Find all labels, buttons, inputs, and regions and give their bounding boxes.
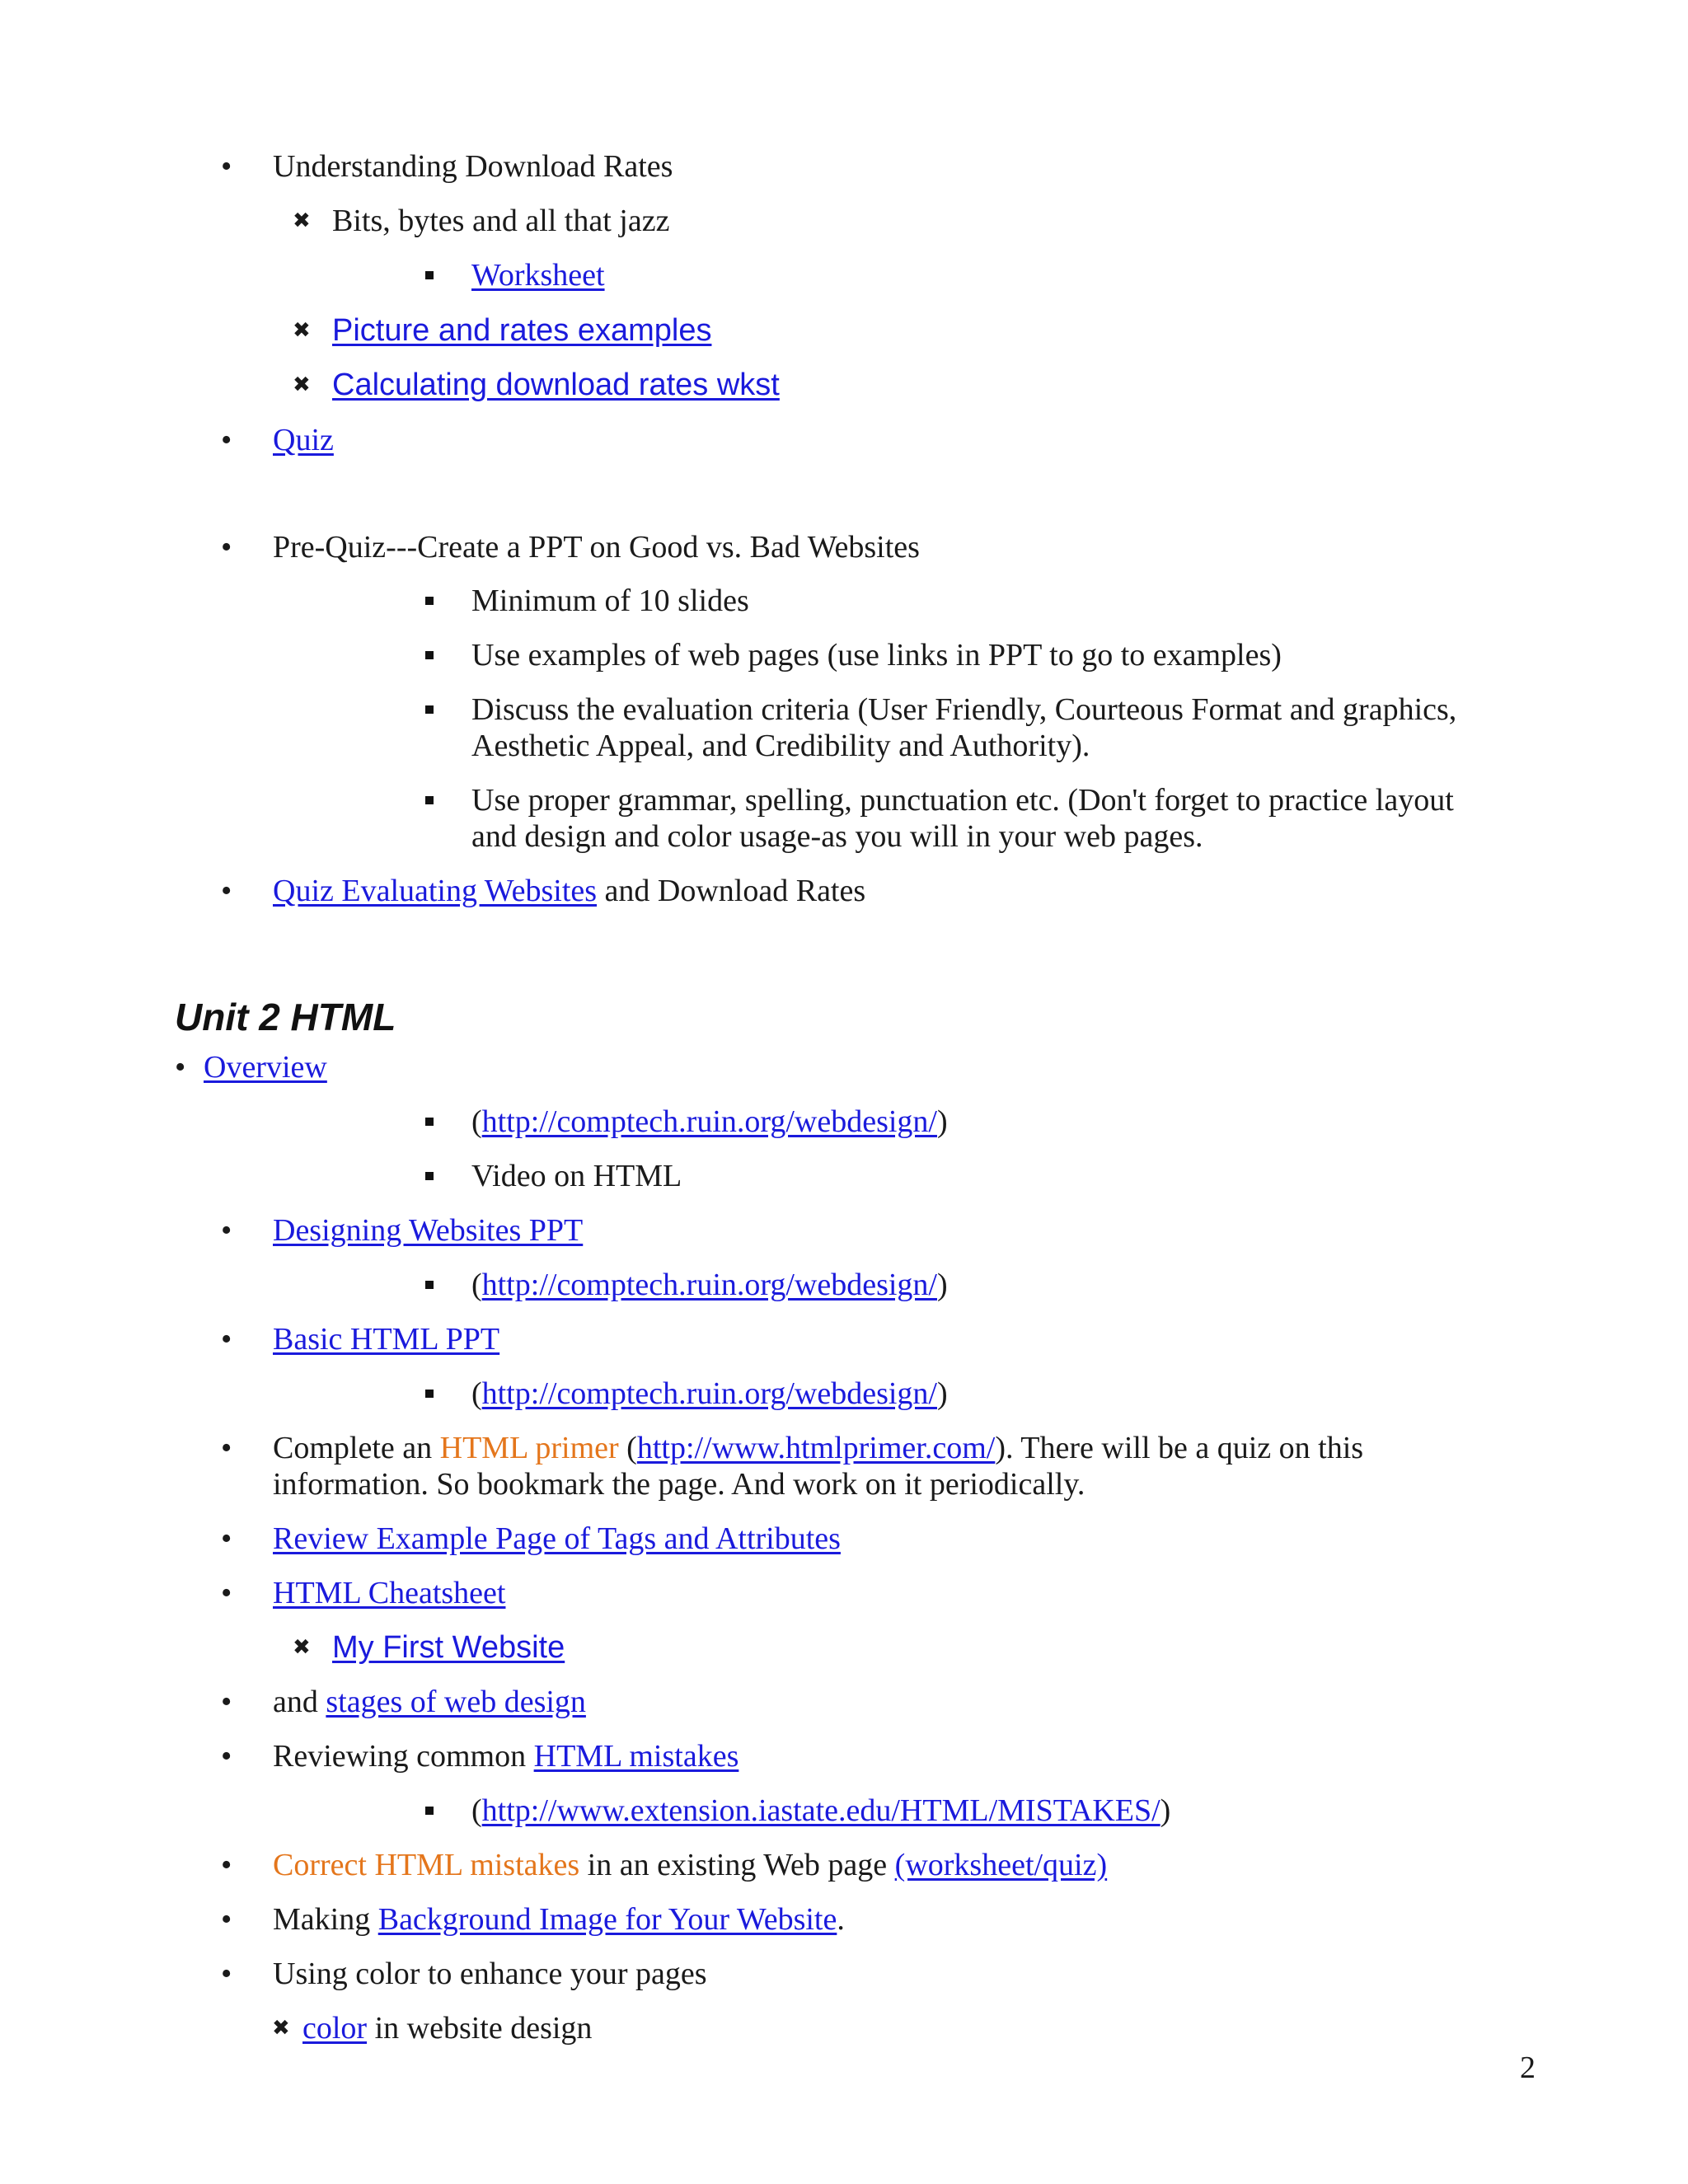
square-bullet [425,1118,434,1126]
square-bullet [425,1390,434,1398]
primer-url-link[interactable]: http://www.htmlprimer.com/ [636,1431,996,1465]
primer-open: ( [618,1431,637,1465]
x-bullet-icon: ✖ [272,2016,290,2041]
and-text: and [273,1685,326,1719]
period-text: . [837,1902,845,1937]
bullet-dot: • [221,1957,232,1991]
item-cheatsheet-row [273,1575,505,1611]
correct-mistakes-text: Correct HTML mistakes [273,1848,580,1882]
stages-link[interactable]: stages of web design [326,1685,586,1719]
square-bullet [425,597,434,605]
item-worksheet-row [471,257,605,293]
complete-an-text: Complete an [273,1431,440,1465]
x-bullet-icon: ✖ [293,209,311,233]
background-image-link[interactable]: Background Image for Your Website [377,1902,837,1937]
square-bullet [425,705,434,714]
square-bullet [425,796,434,804]
close-paren: ) [936,1268,948,1302]
first-website-link[interactable]: My First Website [332,1630,565,1665]
overview-link[interactable]: Overview [204,1050,327,1085]
making-text: Making [273,1902,378,1937]
bullet-dot: • [221,149,232,184]
close-paren: ) [936,1104,948,1139]
bullet-dot: • [221,1431,232,1465]
square-bullet [425,1807,434,1815]
item-grammar-line1: Use proper grammar, spelling, punctuation etc. (Don't forget to practice layout [471,783,1454,818]
bullet-dot: • [175,1050,186,1085]
close-paren: ) [936,1376,948,1411]
item-stages-row [273,1684,586,1720]
cheatsheet-link[interactable]: HTML Cheatsheet [273,1576,506,1610]
item-color-row [302,2010,592,2046]
bullet-dot: • [221,1902,232,1937]
html-mistakes-link[interactable]: HTML mistakes [533,1739,739,1774]
square-bullet [425,1172,434,1180]
item-discuss-line2: Aesthetic Appeal, and Credibility and Authority). [471,729,1090,763]
worksheet-quiz-link[interactable]: (worksheet/quiz) [894,1848,1108,1882]
primer-rest: ). There will be a quiz on this [995,1431,1364,1465]
html-primer-text: HTML primer [439,1431,619,1465]
item-mistakes-url-row [471,1793,1170,1829]
item-picture-rates-row [332,312,711,349]
item-use-examples: Use examples of web pages (use links in PPT to go to examples) [471,638,1282,673]
square-bullet [425,651,434,659]
item-pre-quiz: Pre-Quiz---Create a PPT on Good vs. Bad Websites [273,530,920,565]
item-primer-line1 [273,1430,1363,1466]
item-quiz-eval-row [273,873,865,909]
page-number: 2 [1520,2050,1536,2085]
existing-page-text: in an existing Web page [579,1848,895,1882]
bullet-dot: • [221,1739,232,1774]
webdesign-url-link-2[interactable]: http://comptech.ruin.org/webdesign/ [481,1268,937,1302]
picture-rates-link[interactable]: Picture and rates examples [332,313,712,348]
item-url-row-2 [471,1267,948,1303]
item-primer-line2: information. So bookmark the page. And work on it periodically. [273,1467,1085,1502]
open-paren: ( [471,1268,482,1302]
bullet-dot: • [221,1848,232,1882]
item-overview-row [204,1049,327,1085]
bullet-dot: • [221,1521,232,1556]
open-paren: ( [471,1104,482,1139]
item-calc-rates-row [332,367,780,403]
worksheet-link[interactable]: Worksheet [471,258,605,293]
webdesign-url-link-1[interactable]: http://comptech.ruin.org/webdesign/ [481,1104,937,1139]
x-bullet-icon: ✖ [293,318,311,343]
close-paren: ) [1160,1793,1171,1828]
open-paren: ( [471,1376,482,1411]
item-min-slides: Minimum of 10 slides [471,583,749,618]
item-basic-html-row [273,1321,499,1357]
quiz-link[interactable]: Quiz [273,423,334,457]
item-url-row-1 [471,1104,948,1140]
quiz-eval-rest: and Download Rates [597,874,866,908]
bullet-dot: • [221,1213,232,1248]
item-url-row-3 [471,1376,948,1412]
item-background-row [273,1901,845,1938]
item-grammar-line2: and design and color usage-as you will in your web pages. [471,819,1203,854]
item-review-row [273,1521,841,1557]
item-quiz-row [273,422,334,458]
unit-2-heading: Unit 2 HTML [175,996,396,1038]
item-designing-row [273,1212,583,1249]
designing-ppt-link[interactable]: Designing Websites PPT [273,1213,584,1248]
open-paren: ( [471,1793,482,1828]
item-discuss-line1: Discuss the evaluation criteria (User Friendly, Courteous Format and graphics, [471,692,1457,727]
reviewing-text: Reviewing common [273,1739,534,1774]
quiz-eval-link[interactable]: Quiz Evaluating Websites [273,874,598,908]
mistakes-url-link[interactable]: http://www.extension.iastate.edu/HTML/MISTAKES/ [481,1793,1160,1828]
item-using-color: Using color to enhance your pages [273,1957,707,1991]
bullet-dot: • [221,1322,232,1357]
calc-rates-link[interactable]: Calculating download rates wkst [332,368,780,402]
basic-html-ppt-link[interactable]: Basic HTML PPT [273,1322,500,1357]
item-download-rates: Understanding Download Rates [273,149,673,184]
square-bullet [425,271,434,279]
color-rest-text: in website design [367,2011,593,2046]
x-bullet-icon: ✖ [293,1635,311,1660]
item-reviewing-row [273,1738,738,1774]
x-bullet-icon: ✖ [293,373,311,397]
item-first-website-row [332,1629,565,1666]
bullet-dot: • [221,1685,232,1719]
item-correct-row [273,1847,1107,1883]
review-example-link[interactable]: Review Example Page of Tags and Attributes [273,1521,841,1556]
bullet-dot: • [221,423,232,457]
color-link[interactable]: color [302,2011,368,2046]
bullet-dot: • [221,874,232,908]
bullet-dot: • [221,1576,232,1610]
item-video-html: Video on HTML [471,1159,682,1193]
webdesign-url-link-3[interactable]: http://comptech.ruin.org/webdesign/ [481,1376,937,1411]
item-bits-bytes: Bits, bytes and all that jazz [332,204,670,238]
bullet-dot: • [221,530,232,565]
square-bullet [425,1281,434,1289]
